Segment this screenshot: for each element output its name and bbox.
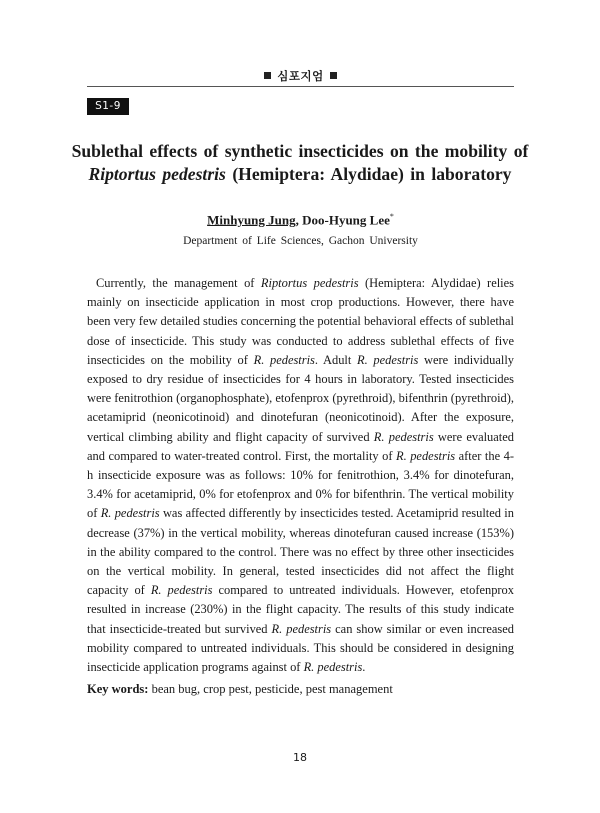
title-line-1: Sublethal effects of synthetic insecticides on the mobility of [71, 141, 529, 161]
affiliation: Department of Life Sciences, Gachon University [183, 235, 418, 247]
title-species: Riptortus pedestris [88, 164, 226, 184]
session-badge: S1-9 [87, 98, 129, 115]
abstract-text: . [362, 660, 366, 675]
abstract-text: were individually exposed to dry residue of insecticides for 4 hours in laboratory. Tested insecticides were fenitrothion (organophosphate), etofenprox (pyrethroid), bifenthrin (pyrethroid), acetamiprid (neonicotinoid) and dinotefuran (neonicotinoid). After the exposure, vertical climbing ability and flight capacity of survived [87, 352, 514, 444]
abstract-text: . Adult [314, 352, 358, 367]
square-bullet-icon [264, 72, 271, 79]
abstract-text: was affected differently by insecticides tested. Acetamiprid resulted in decrease (37%) in the vertical mobility, whereas dinotefuran caused increase (153%) in the ability compared to the control. There was no effect by three other insecticides on the vertical mobility. In general, tested insecticides did not affect the flight capacity of [87, 506, 514, 598]
species-name: R. pedestris [396, 448, 456, 463]
species-name: Riptortus pedestris [260, 276, 359, 290]
abstract-text: can show similar or even increased mobility compared to untreated individuals. This should be considered in designing insecticide application programs against of [87, 621, 514, 675]
abstract-text: after the 4-h insecticide exposure was as follows: 10% for fenitrothion, 3.4% for dinotefuran, 3.4% for acetamiprid, 0% for etofenprox and 0% for bifenthrin. The vertical mobility of [87, 448, 514, 521]
keywords-label: Key words: [87, 682, 149, 696]
title-line-2: (Hemiptera: Alydidae) in laboratory [232, 164, 512, 184]
header-rule [87, 86, 514, 87]
abstract-text: Currently, the management of [96, 276, 261, 290]
abstract-text: compared to untreated individuals. However, etofenprox resulted in increase (230%) in the flight capacity. The results of this study indicate that insecticide-treated but survived [87, 583, 514, 636]
species-name: R. pedestris [303, 660, 363, 675]
author-first: Minhyung Jung [207, 212, 296, 228]
author-separator: , [295, 212, 303, 228]
author-second: Doo-Hyung Lee [302, 212, 390, 228]
section-title: 심포지엄 [277, 69, 324, 83]
corresponding-author-mark: * [389, 212, 394, 221]
abstract-body [87, 274, 514, 677]
species-name: R. pedestris [253, 352, 315, 367]
abstract-text: were evaluated and compared to water-treated control. First, the mortality of [87, 429, 514, 463]
species-name: R. pedestris [357, 352, 419, 367]
abstract-text: (Hemiptera: Alydidae) relies mainly on insecticide application in most crop productions. However, there have been very few detailed studies concerning the potential behavioral effects of sublethal dose of insecticide. This study was conducted to address sublethal effects of five insecticides on the mobility of [87, 276, 514, 367]
square-bullet-icon [330, 72, 337, 79]
species-name: R. pedestris [373, 429, 434, 444]
keywords [87, 682, 514, 697]
species-name: R. pedestris [150, 583, 213, 598]
author-list [87, 212, 514, 228]
page-number: 18 [293, 751, 307, 764]
paper-title [60, 140, 540, 186]
keywords-text: bean bug, crop pest, pesticide, pest management [148, 682, 393, 696]
species-name: R. pedestris [271, 621, 332, 636]
section-header [87, 68, 514, 84]
species-name: R. pedestris [100, 506, 160, 521]
